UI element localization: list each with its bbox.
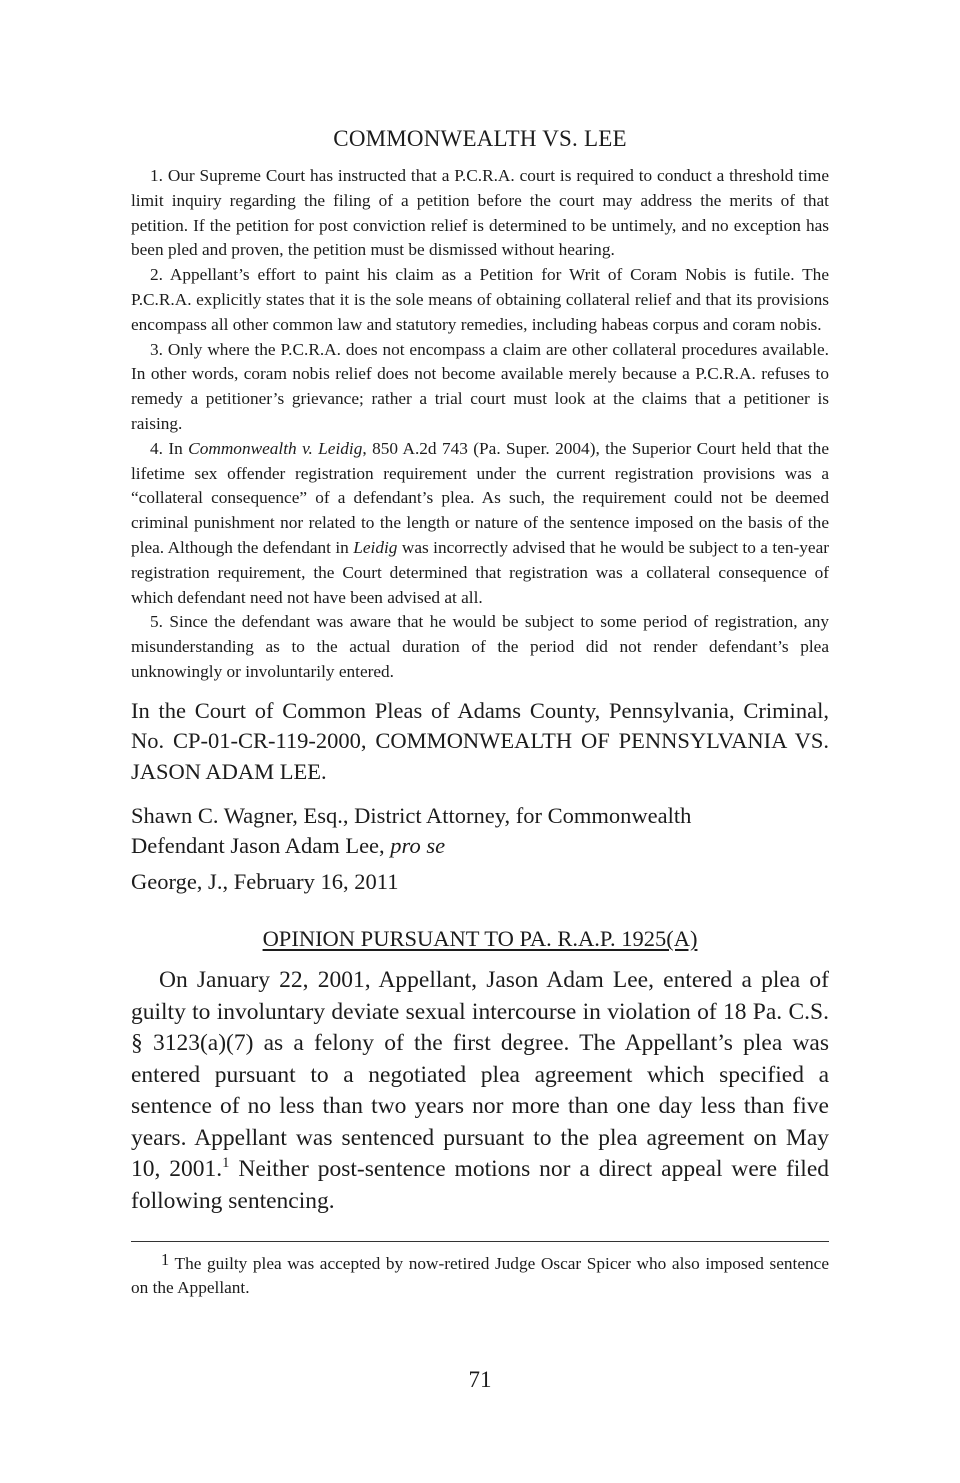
- running-head: COMMONWEALTH VS. LEE: [333, 126, 627, 151]
- counsel-defendant: [131, 831, 829, 861]
- case-citation-leidig: Commonwealth v. Leidig: [188, 438, 363, 458]
- headnote-5: 5. Since the defendant was aware that he would be subject to some period of registration, any misunderstanding as to the actual duration of the period did not render defendant’s plea unknowingly or involuntarily entered.: [131, 612, 829, 681]
- body-text-after-note: Neither post-sentence motions nor a direct appeal were filed following sentencing.: [131, 1156, 830, 1214]
- footnote-mark: 1: [161, 1249, 170, 1269]
- document-page: [131, 124, 829, 1318]
- case-caption: [131, 696, 829, 788]
- footnote-1: [131, 1249, 829, 1301]
- footnote-divider: [131, 1241, 829, 1242]
- judge-line: George, J., February 16, 2011: [131, 869, 399, 895]
- headnote-4-suffix: was incorrectly advised that he would be subject to a ten-year registration requirement, the Court determined that registration was a collateral consequence of which defendant need not have been advised at all.: [131, 537, 829, 607]
- page-number: 71: [468, 1367, 492, 1392]
- headnote-4: [131, 437, 829, 611]
- headnote-3: 3. Only where the P.C.R.A. does not encompass a claim are other collateral procedures available. In other words, coram nobis relief does not become available merely because a P.C.R.A. refuses to remedy a petitioner’s grievance; rather a trial court must look at the claims that a petitioner is raising.: [131, 339, 829, 433]
- headnote-2: 2. Appellant’s effort to paint his claim as a Petition for Writ of Coram Nobis is futile. The P.C.R.A. explicitly states that it is the sole means of obtaining collateral relief and that its provisions encompass all other common law and statutory remedies, including habeas corpus and coram nobis.: [131, 265, 829, 334]
- footnote-text: The guilty plea was accepted by now-retired Judge Oscar Spicer who also imposed sentence on the Appellant.: [131, 1253, 829, 1298]
- opinion-title: OPINION PURSUANT TO PA. R.A.P. 1925(A): [262, 926, 698, 952]
- headnotes: [131, 164, 829, 685]
- case-short-leidig: Leidig: [353, 537, 398, 557]
- counsel-block: [131, 801, 829, 861]
- caption-text: In the Court of Common Pleas of Adams County, Pennsylvania, Criminal, No. CP-01-CR-119-2000, COMMONWEALTH OF PENNSYLVANIA VS. JASON ADAM LEE.: [131, 697, 829, 784]
- headnote-1: 1. Our Supreme Court has instructed that a P.C.R.A. court is required to conduct a threshold time limit inquiry regarding the filing of a petition before the court may address the merits of that petition. If the petition for post conviction relief is determined to be untimely, and no exception has been pled and proven, the petition must be dismissed without hearing.: [131, 166, 829, 260]
- counsel-defendant-name: Defendant Jason Adam Lee,: [131, 833, 391, 859]
- body-text-before-note: On January 22, 2001, Appellant, Jason Adam Lee, entered a plea of guilty to involuntary deviate sexual intercourse in violation of 18 Pa. C.S. § 3123(a)(7) as a felony of the first degree. The Appellant’s plea was entered pursuant to a negotiated plea agreement which specified a sentence of no less than two years nor more than one day less than five years. Appellant was sentenced pursuant to the plea agreement on May 10, 2001.: [131, 967, 829, 1183]
- opinion-body-paragraph: [131, 965, 829, 1217]
- headnote-4-prefix: 4. In: [150, 438, 189, 458]
- footnote-reference: 1: [222, 1155, 230, 1172]
- pro-se-label: pro se: [390, 833, 446, 859]
- headnote-4-middle: , 850 A.2d 743 (Pa. Super. 2004), the Superior Court held that the lifetime sex offender registration requirement under the current registration provisions was a “collateral consequence” of a defendant’s plea. As such, the requirement could not be deemed criminal punishment nor related to the length or nature of the sentence imposed on the basis of the plea. Although the defendant in: [131, 438, 829, 557]
- counsel-commonwealth: Shawn C. Wagner, Esq., District Attorney, for Commonwealth: [131, 803, 692, 829]
